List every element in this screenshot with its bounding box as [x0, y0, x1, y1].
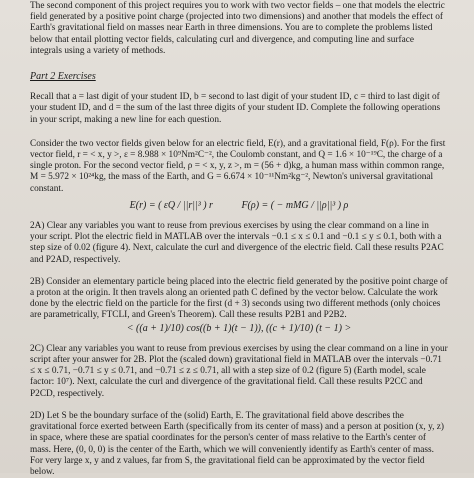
- gravitational-field-equation: F(ρ) = ( − mMG / ||ρ||³ ) ρ: [241, 199, 349, 211]
- exercise-2a: 2A) Clear any variables you want to reuse from previous exercises by using the clear command on a line in your script. Plot the electric field in MATLAB over the intervals −0.1 ≤ x ≤ 0.1 and −0.1 ≤ y ≤ 0.1, both with a step size of 0.02 (figure 4). Next, calculate the curl and divergence of the electric field. Call these results P2AC and P2AD, respectively.: [30, 221, 444, 265]
- exercise-2c: 2C) Clear any variables you want to reuse from previous exercises by using the clear command on a line in your script after your answer for 2B. Plot the (scaled down) gravitational field in MATLAB over the intervals −0.71 ≤ x ≤ 0.71, −0.71 ≤ y ≤ 0.71, and −0.71 ≤ z ≤ 0.71, all with a step size of 0.2 (figure 5) (Earth model, scale factor: 10⁷). Next, calculate the curl and divergence of the gravitational field. Call these results P2CC and P2CD, respectively.: [30, 343, 448, 399]
- electric-field-equation: E(r) = ( εQ / ||r||³ ) r: [129, 199, 213, 211]
- exercise-2d: 2D) Let S be the boundary surface of the (solid) Earth, E. The gravitational field above describes the gravitational force exerted between Earth (specifically from its center of mass) and a person at position (x, y, z) in space, where these are spatial coordinates for the person's center of mass relative to the Earth's center of mass. Here, (0, 0, 0) is the center of the Earth, which we will conveniently identify as Earth's center of mass. For very large x, y and z values, far from S, the gravitational field can be approximated by the vector field below.: [30, 410, 444, 477]
- section-heading: Part 2 Exercises: [30, 71, 96, 83]
- path-equation: < ((a + 1)/10) cos((b + 1)(t − 1)), ((c + 1)/10) (t − 1) >: [126, 322, 352, 334]
- intro-paragraph: The second component of this project requires you to work with two vector fields – one that models the electric field generated by a positive point charge (projected into two dimensions) and another that models the effect of Earth's gravitational field on masses near Earth in three dimensions. You are to complete the problems listed below that entail plotting vector fields, calculating curl and divergence, and computing line and surface integrals using a variety of methods.: [30, 1, 445, 56]
- recall-paragraph: Recall that a = last digit of your student ID, b = second to last digit of your student ID, c = third to last digit of your student ID, and d = the sum of the last three digits of your student ID. Complete the following operations in your script, making a new line for each question.: [30, 92, 441, 125]
- vector-fields-paragraph: Consider the two vector fields given below for an electric field, E(r), and a gravitational field, F(ρ). For the first vector field, r = < x, y >, ε = 8.988 × 10⁹Nm²C⁻², the Coulomb constant, and Q = 1.6 × 10⁻¹⁹C, the charge of a single proton. For the second vector field, ρ = < x, y, z >, m = (56 + d)kg, a human mass within common range, M = 5.972 × 10²⁴kg, the mass of the Earth, and G = 6.674 × 10⁻¹¹Nm²kg⁻², Newton's universal gravitational constant.: [30, 138, 446, 194]
- field-equations: [30, 200, 448, 211]
- exercise-2b: 2B) Consider an elementary particle being placed into the electric field generated by the positive point charge of a proton at the origin. It then travels along an oriented path C defined by the vector below. Calculate the work done by the electric field on the particle for the first (d + 3) seconds using two different methods (only choices are parametrically, FTCLI, and Green's Theorem). Call these results P2B1 and P2B2.: [30, 276, 448, 321]
